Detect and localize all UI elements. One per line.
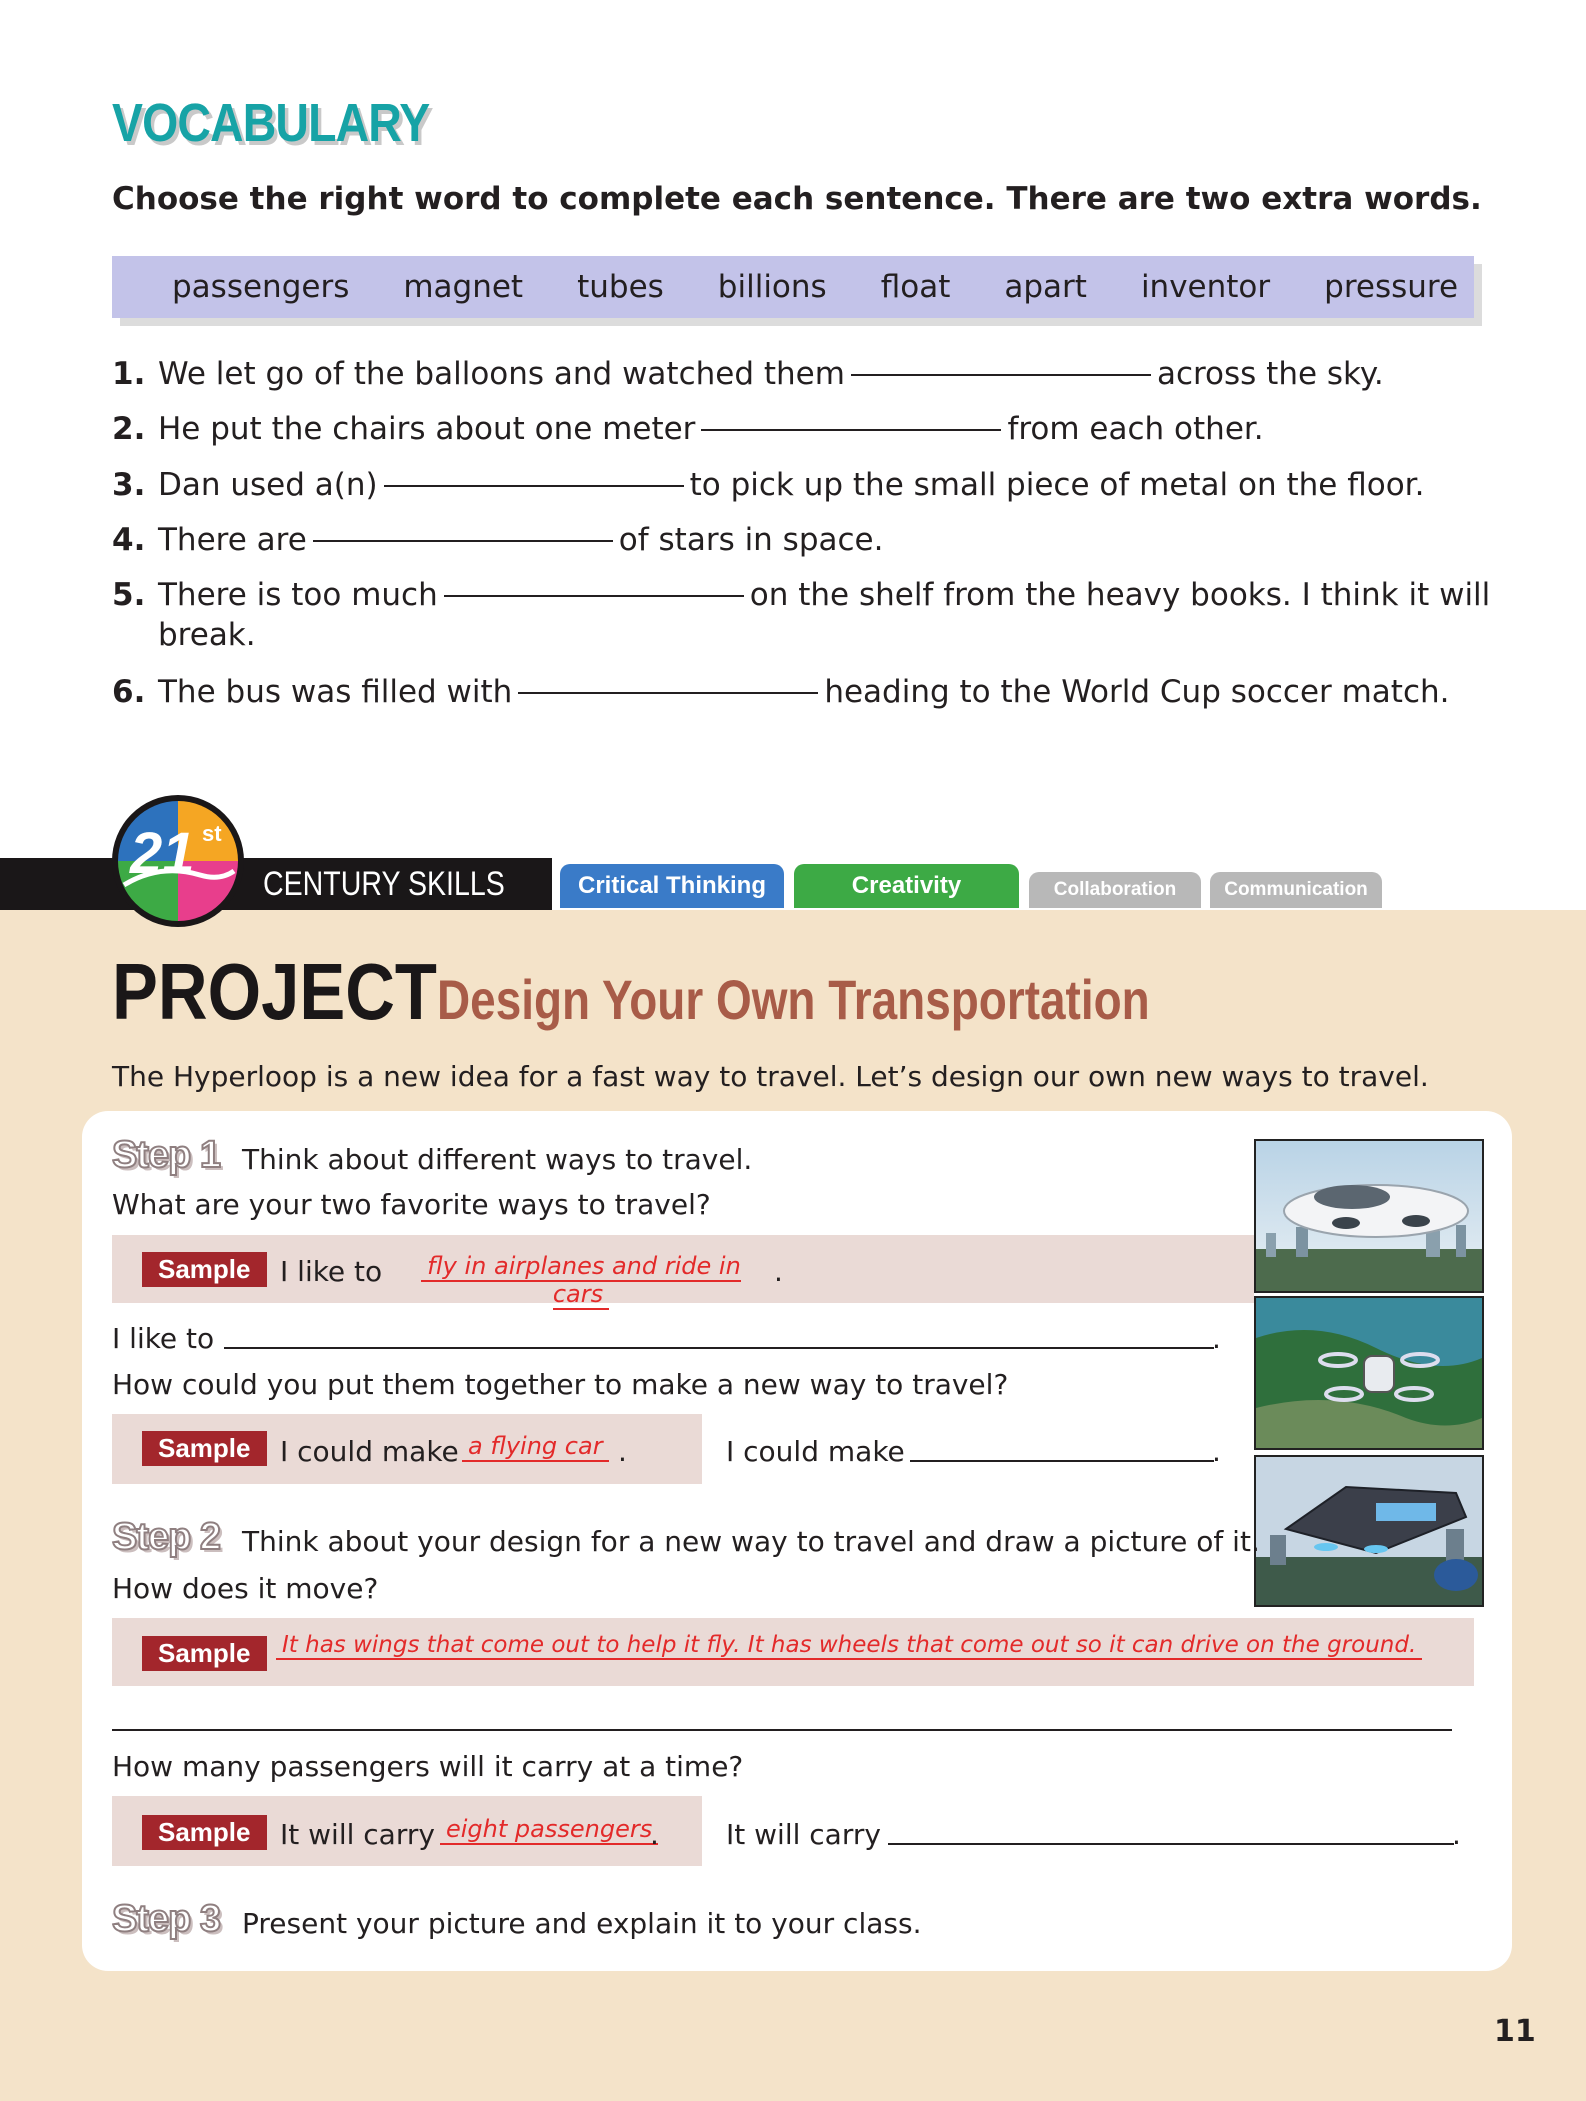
answer-blank[interactable] [444, 595, 744, 597]
word-bank-item: tubes [577, 269, 664, 305]
step-1-question-1: What are your two favorite ways to travel? [112, 1188, 711, 1221]
question-text: from each other. [1007, 411, 1264, 447]
vocabulary-title: VOCABULARY [112, 93, 430, 153]
flying-car-photo-3 [1254, 1455, 1484, 1607]
project-intro: The Hyperloop is a new idea for a fast way to travel. Let’s design our own new ways to travel. [112, 1060, 1429, 1093]
answer-blank[interactable] [851, 374, 1151, 376]
project-title: PROJECT [112, 947, 437, 1036]
word-bank-item: passengers [172, 269, 350, 305]
sample-1-answer-text: fly in airplanes and ride in cars [421, 1252, 741, 1310]
answer-blank[interactable] [518, 692, 818, 694]
word-bank-item: billions [717, 269, 827, 305]
question-text: of stars in space. [618, 522, 884, 558]
question-number: 6. [112, 674, 146, 710]
word-bank-item: apart [1004, 269, 1087, 305]
period: . [774, 1255, 783, 1288]
answer-blank[interactable] [313, 540, 613, 542]
sample-4-answer-text: eight passengers [440, 1815, 658, 1845]
step-3-label: Step 3 [112, 1898, 221, 1940]
step-3-text: Present your picture and explain it to your class. [242, 1907, 922, 1940]
question-3 [112, 465, 1492, 505]
question-number: 4. [112, 522, 146, 558]
question-text: The bus was filled with [158, 674, 513, 710]
question-1 [112, 354, 1492, 394]
question-2 [112, 409, 1492, 449]
step-2-text: Think about your design for a new way to travel and draw a picture of it. [242, 1525, 1260, 1558]
sample-badge: Sample [142, 1636, 267, 1671]
step-1-label: Step 1 [112, 1134, 221, 1176]
page-number: 11 [1494, 2014, 1536, 2049]
question-text: There is too much [158, 577, 438, 613]
question-text: There are [158, 522, 307, 558]
sample-badge: Sample [142, 1815, 267, 1850]
period: . [618, 1435, 627, 1468]
sample-1-prefix: I like to [280, 1255, 383, 1288]
period: . [1212, 1435, 1221, 1468]
period: . [650, 1818, 659, 1851]
step-2-label: Step 2 [112, 1516, 221, 1558]
sample-badge: Sample [142, 1431, 267, 1466]
sample-2-answer-text: a flying car [462, 1432, 609, 1462]
logo-number: 21 [130, 821, 195, 886]
question-text: across the sky. [1156, 356, 1384, 392]
line-1-prefix: I like to [112, 1322, 215, 1355]
line-4-prefix: It will carry [726, 1818, 881, 1851]
word-bank [112, 256, 1474, 318]
step-1-question-2: How could you put them together to make a new way to travel? [112, 1368, 1009, 1401]
question-4 [112, 520, 1492, 560]
flying-car-photo-2 [1254, 1296, 1484, 1450]
question-text: Dan used a(n) [158, 467, 378, 503]
project-subtitle: Design Your Own Transportation [437, 968, 1150, 1031]
logo-suffix: st [202, 821, 222, 846]
question-number: 5. [112, 577, 146, 613]
word-bank-item: magnet [403, 269, 524, 305]
period: . [1452, 1818, 1461, 1851]
answer-line-4[interactable] [888, 1843, 1454, 1845]
word-bank-item: float [880, 269, 951, 305]
21st-century-logo [110, 793, 246, 929]
question-text: We let go of the balloons and watched them [158, 356, 845, 392]
question-text: break. [158, 617, 256, 653]
question-number: 1. [112, 356, 146, 392]
question-text: to pick up the small piece of metal on the floor. [689, 467, 1425, 503]
word-bank-item: pressure [1324, 269, 1459, 305]
tab-collaboration[interactable]: Collaboration [1029, 872, 1201, 908]
period: . [1212, 1322, 1221, 1355]
sample-4-answer [440, 1815, 658, 1843]
question-number: 2. [112, 411, 146, 447]
answer-line-2[interactable] [910, 1460, 1214, 1462]
sample-1-answer [392, 1252, 770, 1308]
tab-communication[interactable]: Communication [1210, 872, 1382, 908]
sample-badge: Sample [142, 1252, 267, 1287]
question-number: 3. [112, 467, 146, 503]
step-2-question-1: How does it move? [112, 1572, 379, 1605]
answer-blank[interactable] [701, 429, 1001, 431]
answer-blank[interactable] [384, 485, 684, 487]
vocabulary-instruction: Choose the right word to complete each sentence. There are two extra words. [112, 181, 1482, 217]
century-skills-label: CENTURY SKILLS [263, 865, 505, 903]
step-2-question-2: How many passengers will it carry at a time? [112, 1750, 744, 1783]
step-1-text: Think about different ways to travel. [242, 1143, 753, 1176]
sample-4-prefix: It will carry [280, 1818, 435, 1851]
flying-car-photo-1 [1254, 1139, 1484, 1293]
question-6 [112, 672, 1492, 712]
question-text: on the shelf from the heavy books. I think it will [749, 577, 1491, 613]
tab-creativity[interactable]: Creativity [794, 864, 1019, 908]
tab-critical-thinking[interactable]: Critical Thinking [560, 864, 784, 908]
sample-2-prefix: I could make [280, 1435, 459, 1468]
answer-line-1[interactable] [224, 1347, 1214, 1349]
sample-3-answer [276, 1632, 1456, 1658]
question-5 [112, 575, 1492, 655]
question-text: heading to the World Cup soccer match. [824, 674, 1450, 710]
word-bank-item: inventor [1140, 269, 1271, 305]
question-text: He put the chairs about one meter [158, 411, 696, 447]
sample-2-answer [462, 1432, 609, 1460]
line-2-prefix: I could make [726, 1435, 905, 1468]
answer-line-3[interactable] [112, 1729, 1452, 1731]
sample-3-answer-text: It has wings that come out to help it fly. It has wheels that come out so it can drive on the ground. [276, 1632, 1422, 1660]
